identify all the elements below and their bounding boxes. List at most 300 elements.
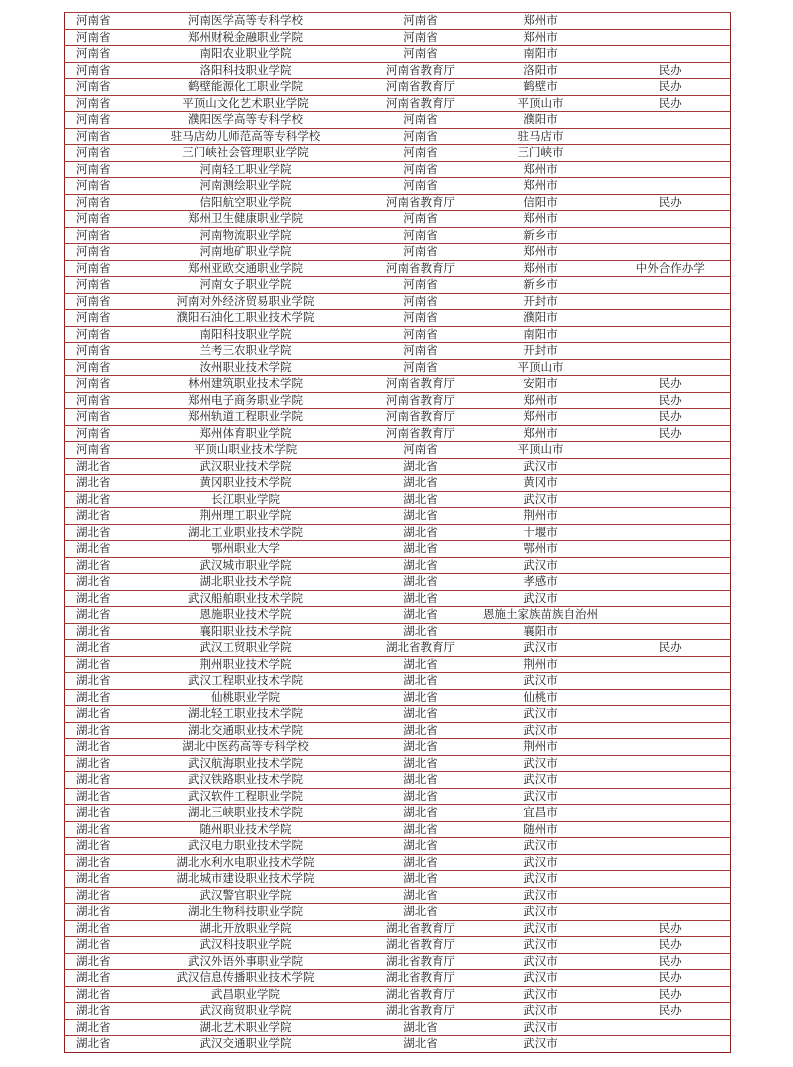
note-cell — [611, 838, 731, 855]
table-row — [65, 970, 731, 987]
school-name-cell: 武汉职业技术学院 — [121, 458, 371, 475]
authority-cell: 湖北省 — [371, 788, 471, 805]
school-name-cell: 驻马店幼儿师范高等专科学校 — [121, 128, 371, 145]
province-cell: 河南省 — [65, 62, 121, 79]
city-cell: 十堰市 — [471, 524, 611, 541]
province-cell: 湖北省 — [65, 508, 121, 525]
authority-cell: 河南省 — [371, 145, 471, 162]
city-cell: 襄阳市 — [471, 623, 611, 640]
city-cell: 三门峡市 — [471, 145, 611, 162]
province-cell: 河南省 — [65, 128, 121, 145]
city-cell: 黄冈市 — [471, 475, 611, 492]
authority-cell: 河南省 — [371, 310, 471, 327]
note-cell: 民办 — [611, 376, 731, 393]
authority-cell: 湖北省 — [371, 491, 471, 508]
province-cell: 河南省 — [65, 145, 121, 162]
province-cell: 河南省 — [65, 13, 121, 30]
table-row — [65, 128, 731, 145]
authority-cell: 湖北省 — [371, 557, 471, 574]
authority-cell: 湖北省教育厅 — [371, 920, 471, 937]
province-cell: 湖北省 — [65, 805, 121, 822]
authority-cell: 湖北省 — [371, 904, 471, 921]
table-row — [65, 227, 731, 244]
city-cell: 仙桃市 — [471, 689, 611, 706]
province-cell: 湖北省 — [65, 755, 121, 772]
table-row — [65, 1019, 731, 1036]
city-cell: 鹤壁市 — [471, 79, 611, 96]
province-cell: 湖北省 — [65, 656, 121, 673]
province-cell: 湖北省 — [65, 640, 121, 657]
school-name-cell: 武汉工程职业技术学院 — [121, 673, 371, 690]
note-cell — [611, 755, 731, 772]
table-row — [65, 1036, 731, 1053]
city-cell: 武汉市 — [471, 887, 611, 904]
province-cell: 河南省 — [65, 277, 121, 294]
note-cell — [611, 112, 731, 129]
province-cell: 湖北省 — [65, 1003, 121, 1020]
school-list-table — [64, 12, 731, 1053]
school-name-cell: 鹤壁能源化工职业学院 — [121, 79, 371, 96]
city-cell: 郑州市 — [471, 244, 611, 261]
note-cell — [611, 227, 731, 244]
city-cell: 荆州市 — [471, 508, 611, 525]
table-row — [65, 376, 731, 393]
province-cell: 湖北省 — [65, 1019, 121, 1036]
note-cell: 民办 — [611, 79, 731, 96]
school-name-cell: 郑州电子商务职业学院 — [121, 392, 371, 409]
province-cell: 河南省 — [65, 79, 121, 96]
city-cell: 武汉市 — [471, 871, 611, 888]
school-name-cell: 长江职业学院 — [121, 491, 371, 508]
province-cell: 河南省 — [65, 326, 121, 343]
city-cell: 武汉市 — [471, 640, 611, 657]
table-row — [65, 607, 731, 624]
note-cell — [611, 541, 731, 558]
note-cell: 民办 — [611, 953, 731, 970]
note-cell — [611, 623, 731, 640]
table-row — [65, 491, 731, 508]
authority-cell: 湖北省 — [371, 673, 471, 690]
school-name-cell: 湖北中医药高等专科学校 — [121, 739, 371, 756]
note-cell — [611, 788, 731, 805]
school-name-cell: 武汉城市职业学院 — [121, 557, 371, 574]
authority-cell: 湖北省教育厅 — [371, 953, 471, 970]
table-row — [65, 689, 731, 706]
table-row — [65, 805, 731, 822]
note-cell — [611, 574, 731, 591]
school-name-cell: 湖北交通职业技术学院 — [121, 722, 371, 739]
authority-cell: 河南省教育厅 — [371, 260, 471, 277]
city-cell: 郑州市 — [471, 161, 611, 178]
table-row — [65, 623, 731, 640]
note-cell — [611, 904, 731, 921]
note-cell — [611, 161, 731, 178]
note-cell: 民办 — [611, 409, 731, 426]
city-cell: 驻马店市 — [471, 128, 611, 145]
province-cell: 河南省 — [65, 425, 121, 442]
note-cell — [611, 178, 731, 195]
table-row — [65, 557, 731, 574]
note-cell: 民办 — [611, 425, 731, 442]
table-row — [65, 178, 731, 195]
city-cell: 南阳市 — [471, 326, 611, 343]
table-row — [65, 13, 731, 30]
province-cell: 湖北省 — [65, 772, 121, 789]
province-cell: 河南省 — [65, 112, 121, 129]
province-cell: 湖北省 — [65, 722, 121, 739]
province-cell: 湖北省 — [65, 937, 121, 954]
table-row — [65, 706, 731, 723]
school-name-cell: 平顶山文化艺术职业学院 — [121, 95, 371, 112]
school-name-cell: 荆州理工职业学院 — [121, 508, 371, 525]
school-name-cell: 郑州财税金融职业学院 — [121, 29, 371, 46]
note-cell: 民办 — [611, 937, 731, 954]
province-cell: 河南省 — [65, 244, 121, 261]
authority-cell: 湖北省 — [371, 755, 471, 772]
province-cell: 河南省 — [65, 376, 121, 393]
authority-cell: 湖北省 — [371, 1019, 471, 1036]
table-row — [65, 871, 731, 888]
authority-cell: 河南省教育厅 — [371, 376, 471, 393]
school-name-cell: 恩施职业技术学院 — [121, 607, 371, 624]
school-name-cell: 郑州卫生健康职业学院 — [121, 211, 371, 228]
table-row — [65, 359, 731, 376]
city-cell: 武汉市 — [471, 673, 611, 690]
school-name-cell: 武汉船舶职业技术学院 — [121, 590, 371, 607]
table-row — [65, 244, 731, 261]
authority-cell: 河南省 — [371, 343, 471, 360]
city-cell: 郑州市 — [471, 260, 611, 277]
province-cell: 湖北省 — [65, 739, 121, 756]
table-row — [65, 293, 731, 310]
note-cell — [611, 128, 731, 145]
table-row — [65, 145, 731, 162]
province-cell: 湖北省 — [65, 887, 121, 904]
note-cell: 民办 — [611, 920, 731, 937]
authority-cell: 河南省 — [371, 326, 471, 343]
city-cell: 开封市 — [471, 343, 611, 360]
city-cell: 武汉市 — [471, 1036, 611, 1053]
province-cell: 湖北省 — [65, 574, 121, 591]
note-cell — [611, 29, 731, 46]
city-cell: 郑州市 — [471, 178, 611, 195]
school-name-cell: 河南女子职业学院 — [121, 277, 371, 294]
note-cell — [611, 821, 731, 838]
authority-cell: 湖北省 — [371, 590, 471, 607]
note-cell: 民办 — [611, 392, 731, 409]
table-row — [65, 62, 731, 79]
school-name-cell: 荆州职业技术学院 — [121, 656, 371, 673]
school-name-cell: 濮阳石油化工职业技术学院 — [121, 310, 371, 327]
note-cell — [611, 656, 731, 673]
province-cell: 湖北省 — [65, 838, 121, 855]
city-cell: 武汉市 — [471, 706, 611, 723]
authority-cell: 河南省 — [371, 46, 471, 63]
note-cell: 民办 — [611, 970, 731, 987]
authority-cell: 湖北省 — [371, 656, 471, 673]
city-cell: 平顶山市 — [471, 442, 611, 459]
table-row — [65, 937, 731, 954]
province-cell: 湖北省 — [65, 706, 121, 723]
table-row — [65, 310, 731, 327]
province-cell: 河南省 — [65, 178, 121, 195]
table-row — [65, 854, 731, 871]
school-name-cell: 武汉软件工程职业学院 — [121, 788, 371, 805]
city-cell: 安阳市 — [471, 376, 611, 393]
authority-cell: 河南省教育厅 — [371, 409, 471, 426]
city-cell: 武汉市 — [471, 1019, 611, 1036]
table-row — [65, 79, 731, 96]
authority-cell: 湖北省 — [371, 871, 471, 888]
authority-cell: 河南省教育厅 — [371, 79, 471, 96]
table-row — [65, 277, 731, 294]
authority-cell: 河南省 — [371, 178, 471, 195]
province-cell: 湖北省 — [65, 623, 121, 640]
note-cell — [611, 46, 731, 63]
city-cell: 平顶山市 — [471, 95, 611, 112]
school-name-cell: 黄冈职业技术学院 — [121, 475, 371, 492]
note-cell: 民办 — [611, 986, 731, 1003]
authority-cell: 湖北省 — [371, 574, 471, 591]
note-cell — [611, 508, 731, 525]
city-cell: 郑州市 — [471, 29, 611, 46]
table-row — [65, 508, 731, 525]
province-cell: 湖北省 — [65, 788, 121, 805]
school-name-cell: 三门峡社会管理职业学院 — [121, 145, 371, 162]
city-cell: 荆州市 — [471, 656, 611, 673]
authority-cell: 湖北省 — [371, 706, 471, 723]
school-name-cell: 武汉信息传播职业技术学院 — [121, 970, 371, 987]
note-cell — [611, 491, 731, 508]
school-name-cell: 武汉航海职业技术学院 — [121, 755, 371, 772]
school-name-cell: 林州建筑职业技术学院 — [121, 376, 371, 393]
table-row — [65, 211, 731, 228]
school-name-cell: 湖北开放职业学院 — [121, 920, 371, 937]
note-cell — [611, 293, 731, 310]
authority-cell: 湖北省 — [371, 772, 471, 789]
city-cell: 武汉市 — [471, 491, 611, 508]
authority-cell: 湖北省教育厅 — [371, 937, 471, 954]
city-cell: 武汉市 — [471, 1003, 611, 1020]
authority-cell: 湖北省 — [371, 821, 471, 838]
authority-cell: 湖北省 — [371, 887, 471, 904]
table-row — [65, 904, 731, 921]
city-cell: 南阳市 — [471, 46, 611, 63]
note-cell — [611, 475, 731, 492]
note-cell — [611, 458, 731, 475]
city-cell: 濮阳市 — [471, 112, 611, 129]
city-cell: 洛阳市 — [471, 62, 611, 79]
table-row — [65, 755, 731, 772]
province-cell: 湖北省 — [65, 607, 121, 624]
note-cell — [611, 673, 731, 690]
school-name-cell: 郑州体育职业学院 — [121, 425, 371, 442]
note-cell — [611, 310, 731, 327]
school-name-cell: 武昌职业学院 — [121, 986, 371, 1003]
authority-cell: 河南省 — [371, 293, 471, 310]
authority-cell: 湖北省 — [371, 838, 471, 855]
school-name-cell: 河南地矿职业学院 — [121, 244, 371, 261]
authority-cell: 河南省教育厅 — [371, 194, 471, 211]
note-cell: 民办 — [611, 95, 731, 112]
city-cell: 濮阳市 — [471, 310, 611, 327]
school-name-cell: 郑州轨道工程职业学院 — [121, 409, 371, 426]
city-cell: 武汉市 — [471, 458, 611, 475]
table-row — [65, 986, 731, 1003]
authority-cell: 湖北省 — [371, 458, 471, 475]
school-name-cell: 湖北工业职业技术学院 — [121, 524, 371, 541]
table-row — [65, 821, 731, 838]
authority-cell: 湖北省 — [371, 689, 471, 706]
province-cell: 湖北省 — [65, 541, 121, 558]
province-cell: 湖北省 — [65, 920, 121, 937]
table-row — [65, 458, 731, 475]
table-row — [65, 29, 731, 46]
school-name-cell: 武汉电力职业技术学院 — [121, 838, 371, 855]
province-cell: 湖北省 — [65, 953, 121, 970]
authority-cell: 河南省 — [371, 161, 471, 178]
province-cell: 河南省 — [65, 293, 121, 310]
authority-cell: 湖北省 — [371, 739, 471, 756]
note-cell — [611, 1019, 731, 1036]
school-name-cell: 湖北城市建设职业技术学院 — [121, 871, 371, 888]
note-cell — [611, 689, 731, 706]
authority-cell: 湖北省 — [371, 854, 471, 871]
school-name-cell: 河南物流职业学院 — [121, 227, 371, 244]
province-cell: 湖北省 — [65, 854, 121, 871]
school-name-cell: 南阳农业职业学院 — [121, 46, 371, 63]
table-row — [65, 772, 731, 789]
table-row — [65, 887, 731, 904]
city-cell: 郑州市 — [471, 425, 611, 442]
city-cell: 新乡市 — [471, 277, 611, 294]
table-row — [65, 590, 731, 607]
city-cell: 武汉市 — [471, 772, 611, 789]
note-cell — [611, 244, 731, 261]
school-name-cell: 湖北三峡职业技术学院 — [121, 805, 371, 822]
table-row — [65, 95, 731, 112]
table-row — [65, 409, 731, 426]
school-name-cell: 汝州职业技术学院 — [121, 359, 371, 376]
province-cell: 湖北省 — [65, 1036, 121, 1053]
note-cell — [611, 739, 731, 756]
province-cell: 河南省 — [65, 227, 121, 244]
authority-cell: 河南省 — [371, 112, 471, 129]
school-name-cell: 河南轻工职业学院 — [121, 161, 371, 178]
note-cell — [611, 706, 731, 723]
table-row — [65, 112, 731, 129]
city-cell: 郑州市 — [471, 211, 611, 228]
note-cell — [611, 359, 731, 376]
table-row — [65, 425, 731, 442]
table-row — [65, 739, 731, 756]
authority-cell: 河南省教育厅 — [371, 95, 471, 112]
city-cell: 武汉市 — [471, 590, 611, 607]
province-cell: 湖北省 — [65, 986, 121, 1003]
authority-cell: 河南省 — [371, 128, 471, 145]
note-cell — [611, 13, 731, 30]
province-cell: 湖北省 — [65, 590, 121, 607]
table-row — [65, 260, 731, 277]
province-cell: 湖北省 — [65, 458, 121, 475]
city-cell: 武汉市 — [471, 557, 611, 574]
city-cell: 荆州市 — [471, 739, 611, 756]
table-row — [65, 46, 731, 63]
note-cell — [611, 772, 731, 789]
authority-cell: 湖北省 — [371, 541, 471, 558]
school-name-cell: 鄂州职业大学 — [121, 541, 371, 558]
province-cell: 河南省 — [65, 29, 121, 46]
city-cell: 武汉市 — [471, 904, 611, 921]
table-row — [65, 541, 731, 558]
note-cell — [611, 887, 731, 904]
table-row — [65, 194, 731, 211]
note-cell — [611, 590, 731, 607]
table-row — [65, 1003, 731, 1020]
city-cell: 武汉市 — [471, 920, 611, 937]
note-cell — [611, 326, 731, 343]
city-cell: 武汉市 — [471, 755, 611, 772]
province-cell: 湖北省 — [65, 970, 121, 987]
table-row — [65, 920, 731, 937]
table-row — [65, 392, 731, 409]
school-name-cell: 湖北水利水电职业技术学院 — [121, 854, 371, 871]
city-cell: 武汉市 — [471, 838, 611, 855]
province-cell: 湖北省 — [65, 904, 121, 921]
authority-cell: 河南省 — [371, 13, 471, 30]
province-cell: 河南省 — [65, 211, 121, 228]
authority-cell: 湖北省 — [371, 508, 471, 525]
note-cell — [611, 277, 731, 294]
school-name-cell: 河南测绘职业学院 — [121, 178, 371, 195]
authority-cell: 湖北省 — [371, 524, 471, 541]
table-row — [65, 442, 731, 459]
province-cell: 湖北省 — [65, 673, 121, 690]
authority-cell: 湖北省教育厅 — [371, 640, 471, 657]
school-name-cell: 武汉科技职业学院 — [121, 937, 371, 954]
school-name-cell: 湖北轻工职业技术学院 — [121, 706, 371, 723]
city-cell: 武汉市 — [471, 722, 611, 739]
school-name-cell: 武汉外语外事职业学院 — [121, 953, 371, 970]
city-cell: 郑州市 — [471, 13, 611, 30]
authority-cell: 湖北省 — [371, 805, 471, 822]
city-cell: 武汉市 — [471, 953, 611, 970]
authority-cell: 湖北省 — [371, 1036, 471, 1053]
province-cell: 湖北省 — [65, 491, 121, 508]
city-cell: 武汉市 — [471, 854, 611, 871]
table-row — [65, 953, 731, 970]
school-name-cell: 湖北艺术职业学院 — [121, 1019, 371, 1036]
province-cell: 河南省 — [65, 161, 121, 178]
authority-cell: 湖北省 — [371, 623, 471, 640]
province-cell: 湖北省 — [65, 557, 121, 574]
table-row — [65, 326, 731, 343]
city-cell: 武汉市 — [471, 937, 611, 954]
province-cell: 河南省 — [65, 260, 121, 277]
city-cell: 随州市 — [471, 821, 611, 838]
note-cell — [611, 145, 731, 162]
city-cell: 信阳市 — [471, 194, 611, 211]
authority-cell: 湖北省 — [371, 475, 471, 492]
province-cell: 湖北省 — [65, 475, 121, 492]
authority-cell: 湖北省教育厅 — [371, 986, 471, 1003]
school-name-cell: 武汉铁路职业技术学院 — [121, 772, 371, 789]
note-cell — [611, 722, 731, 739]
authority-cell: 河南省 — [371, 227, 471, 244]
province-cell: 河南省 — [65, 310, 121, 327]
school-name-cell: 洛阳科技职业学院 — [121, 62, 371, 79]
authority-cell: 河南省 — [371, 29, 471, 46]
